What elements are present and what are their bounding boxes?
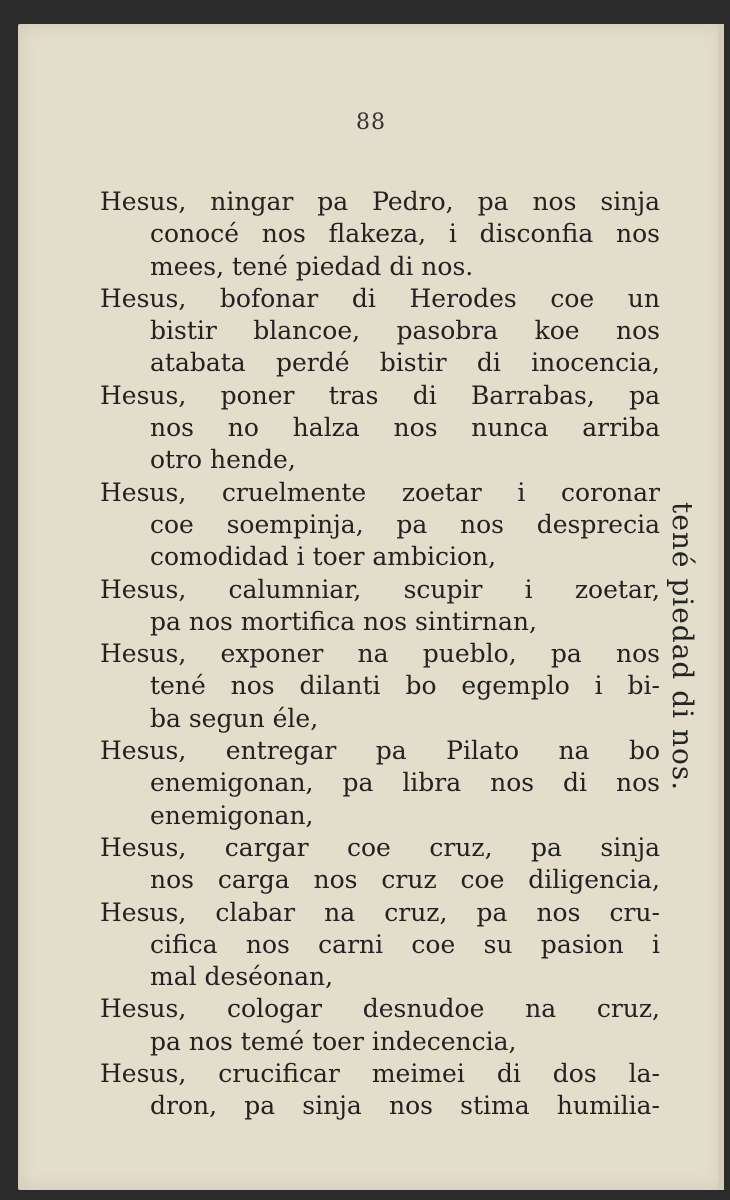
text-line: mal deséonan,: [150, 962, 334, 992]
text-line: Hesus, exponer na pueblo, pa nos: [100, 639, 660, 669]
text-line: atabata perdé bistir di inocencia,: [150, 348, 660, 378]
litany-entry: [100, 832, 660, 897]
text-line: pa nos mortifica nos sintirnan,: [150, 606, 537, 636]
text-line: Hesus, ningar pa Pedro, pa nos sinja: [100, 187, 660, 216]
text-line: comodidad i toer ambicion,: [150, 542, 497, 572]
text-line: ba segun éle,: [150, 703, 319, 733]
text-line: nos no halza nos nunca arriba: [150, 413, 660, 443]
text-line: nos carga nos cruz coe diligencia,: [150, 865, 660, 895]
text-line: Hesus, clabar na cruz, pa nos cru-: [100, 897, 660, 927]
litany-entry: [100, 477, 660, 574]
page-number: 88: [356, 110, 386, 135]
text-line: coe soempinja, pa nos desprecia: [150, 509, 660, 539]
text-line: bistir blancoe, pasobra koe nos: [150, 316, 660, 346]
text-line: Hesus, bofonar di Herodes coe un: [100, 283, 660, 313]
side-refrain: tené piedad di nos.: [666, 502, 699, 792]
text-line: tené nos dilanti bo egemplo i bi-: [150, 671, 660, 701]
text-line: conocé nos flakeza, i disconfia nos: [150, 219, 660, 249]
litany-entry: [100, 1058, 660, 1123]
text-line: enemigonan,: [150, 800, 314, 830]
litany-text: [100, 186, 660, 1123]
text-line: Hesus, cruelmente zoetar i coronar: [100, 477, 660, 507]
litany-entry: [100, 283, 660, 380]
text-line: enemigonan, pa libra nos di nos: [150, 768, 660, 798]
text-line: cifica nos carni coe su pasion i: [150, 929, 660, 959]
text-line: Hesus, crucificar meimei di dos la-: [100, 1059, 660, 1089]
litany-entry: [100, 380, 660, 477]
litany-entry: [100, 897, 660, 994]
litany-entry: [100, 574, 660, 639]
litany-entry: [100, 735, 660, 832]
text-line: Hesus, poner tras di Barrabas, pa: [100, 380, 660, 410]
text-line: Hesus, cologar desnudoe na cruz,: [100, 994, 660, 1024]
text-line: Hesus, cargar coe cruz, pa sinja: [100, 832, 660, 862]
page-edge: [718, 24, 724, 1190]
litany-entry: [100, 993, 660, 1058]
text-line: mees, tené piedad di nos.: [150, 251, 474, 281]
book-page: [18, 24, 724, 1190]
text-line: Hesus, calumniar, scupir i zoetar,: [100, 574, 660, 604]
litany-entry: [100, 638, 660, 735]
litany-entry: [100, 186, 660, 283]
text-line: otro hende,: [150, 445, 296, 475]
text-line: dron, pa sinja nos stima humilia-: [150, 1091, 660, 1121]
text-line: Hesus, entregar pa Pilato na bo: [100, 736, 660, 766]
text-line: pa nos temé toer indecencia,: [150, 1026, 517, 1056]
